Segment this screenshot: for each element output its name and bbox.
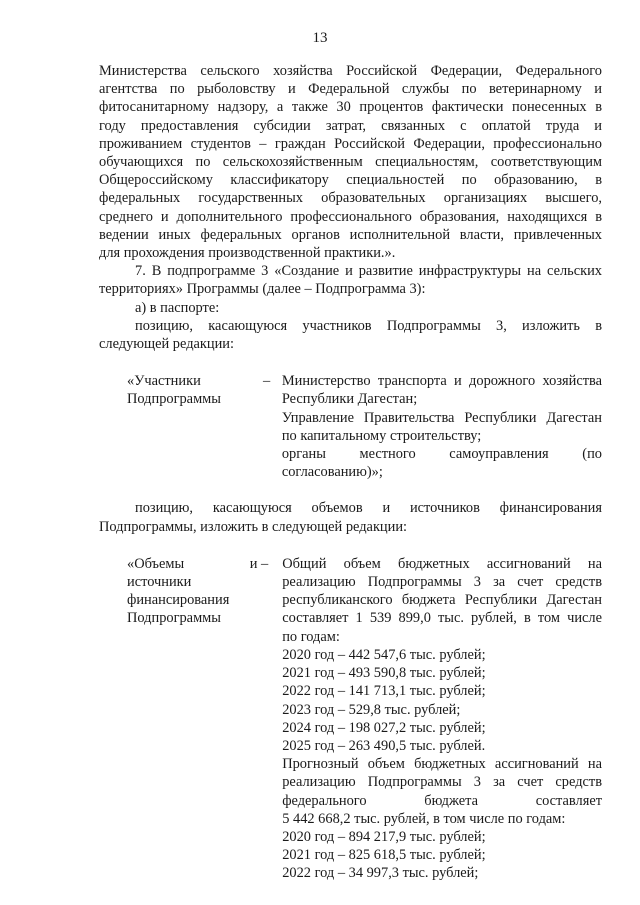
participants-value-cell: [282, 372, 602, 481]
value-line: 2024 год – 198 027,2 тыс. рублей;: [282, 719, 486, 736]
label-line: Подпрограммы: [127, 610, 221, 627]
value-line: Прогнозный объем бюджетных ассигнований на: [282, 756, 602, 773]
page-number: 13: [312, 30, 328, 46]
text-line: позицию, касающуюся участников Подпрограммы 3, изложить в: [135, 317, 602, 334]
text-line: для прохождения производственной практики.».: [99, 245, 396, 262]
paragraph-passport: [99, 299, 602, 317]
value-line: согласованию)»;: [281, 464, 383, 481]
text-line: году предоставления субсидии затрат, связанных с оплатой труда и: [99, 117, 602, 134]
text-line: 7. В подпрограмме 3 «Создание и развитие инфраструктуры на сельских: [135, 263, 602, 280]
label-line: источники: [127, 574, 192, 591]
value-line: органы местного самоуправления (по: [281, 446, 602, 463]
label-line: «Участники: [127, 373, 201, 390]
text-line: Общероссийскому классификатору специальностей по образованию, в: [99, 172, 602, 189]
value-line: по годам:: [282, 628, 340, 645]
text-line: территориях» Программы (далее – Подпрограмма 3):: [99, 281, 426, 298]
value-line: федерального бюджета составляет: [282, 792, 602, 809]
value-line: Министерство транспорта и дорожного хозяйства: [281, 373, 602, 390]
text-line: проживанием студентов – граждан Российской Федерации, профессионально: [99, 135, 602, 152]
text-line: ведении иных федеральных органов исполнительной власти, привлеченных: [99, 226, 602, 243]
value-line: 2020 год – 442 547,6 тыс. рублей;: [282, 646, 486, 663]
label-line: финансирования: [127, 592, 230, 609]
value-line: 5 442 668,2 тыс. рублей, в том числе по годам:: [282, 810, 566, 827]
separator-dash: –: [262, 373, 271, 390]
value-line: Управление Правительства Республики Дагестан: [281, 409, 602, 426]
paragraph-participants-intro: [99, 317, 602, 353]
label-line: «Объемы: [127, 555, 185, 572]
text-line: позицию, касающуюся объемов и источников финансирования: [135, 500, 602, 517]
paragraph-funding-intro: [99, 499, 602, 535]
funding-label-cell: [99, 555, 270, 883]
text-line: агентства по рыболовству и Федеральной службы по ветеринарному и: [99, 81, 602, 98]
funding-table: [99, 555, 602, 883]
value-line: реализацию Подпрограммы 3 за счет средств: [282, 774, 602, 791]
text-line: следующей редакции:: [99, 336, 234, 353]
value-line: Общий объем бюджетных ассигнований на: [282, 555, 602, 572]
text-line: Министерства сельского хозяйства Российской Федерации, Федерального: [99, 63, 602, 79]
text-line: обучающихся по сельскохозяйственным специальностям, соответствующим: [99, 154, 602, 171]
value-line: 2021 год – 493 590,8 тыс. рублей;: [282, 665, 486, 682]
value-line: 2022 год – 34 997,3 тыс. рублей;: [282, 865, 479, 882]
value-line: 2022 год – 141 713,1 тыс. рублей;: [282, 683, 486, 700]
value-line: 2020 год – 894 217,9 тыс. рублей;: [282, 828, 486, 845]
value-line: 2025 год – 263 490,5 тыс. рублей.: [282, 737, 486, 754]
value-line: республиканского бюджета Республики Дагестан: [282, 592, 602, 609]
label-and-dash: и –: [249, 555, 269, 572]
text-line: Подпрограммы, изложить в следующей редакции:: [99, 518, 408, 535]
value-line: по капитальному строительству;: [281, 427, 482, 444]
value-line: 2023 год – 529,8 тыс. рублей;: [282, 701, 461, 718]
paragraph-subsidy-continuation: [99, 62, 602, 262]
participants-label-cell: [99, 372, 251, 481]
text-line: а) в паспорте:: [135, 299, 220, 316]
funding-value-cell: [270, 555, 602, 883]
value-line: составляет 1 539 899,0 тыс. рублей, в том числе: [282, 610, 602, 627]
document-body: [99, 62, 602, 883]
paragraph-item-7: [99, 262, 602, 298]
value-line: 2021 год – 825 618,5 тыс. рублей;: [282, 847, 486, 864]
text-line: фитосанитарному надзору, а также 30 процентов фактически понесенных в: [99, 99, 602, 116]
participants-table: [99, 372, 602, 481]
value-line: Республики Дагестан;: [281, 391, 418, 408]
text-line: среднего и дополнительного профессионального образования, находящихся в: [99, 208, 602, 225]
text-line: федеральных государственных образовательных организациях высшего,: [99, 190, 602, 207]
value-line: реализацию Подпрограммы 3 за счет средств: [282, 574, 602, 591]
label-line: Подпрограммы: [127, 391, 221, 408]
